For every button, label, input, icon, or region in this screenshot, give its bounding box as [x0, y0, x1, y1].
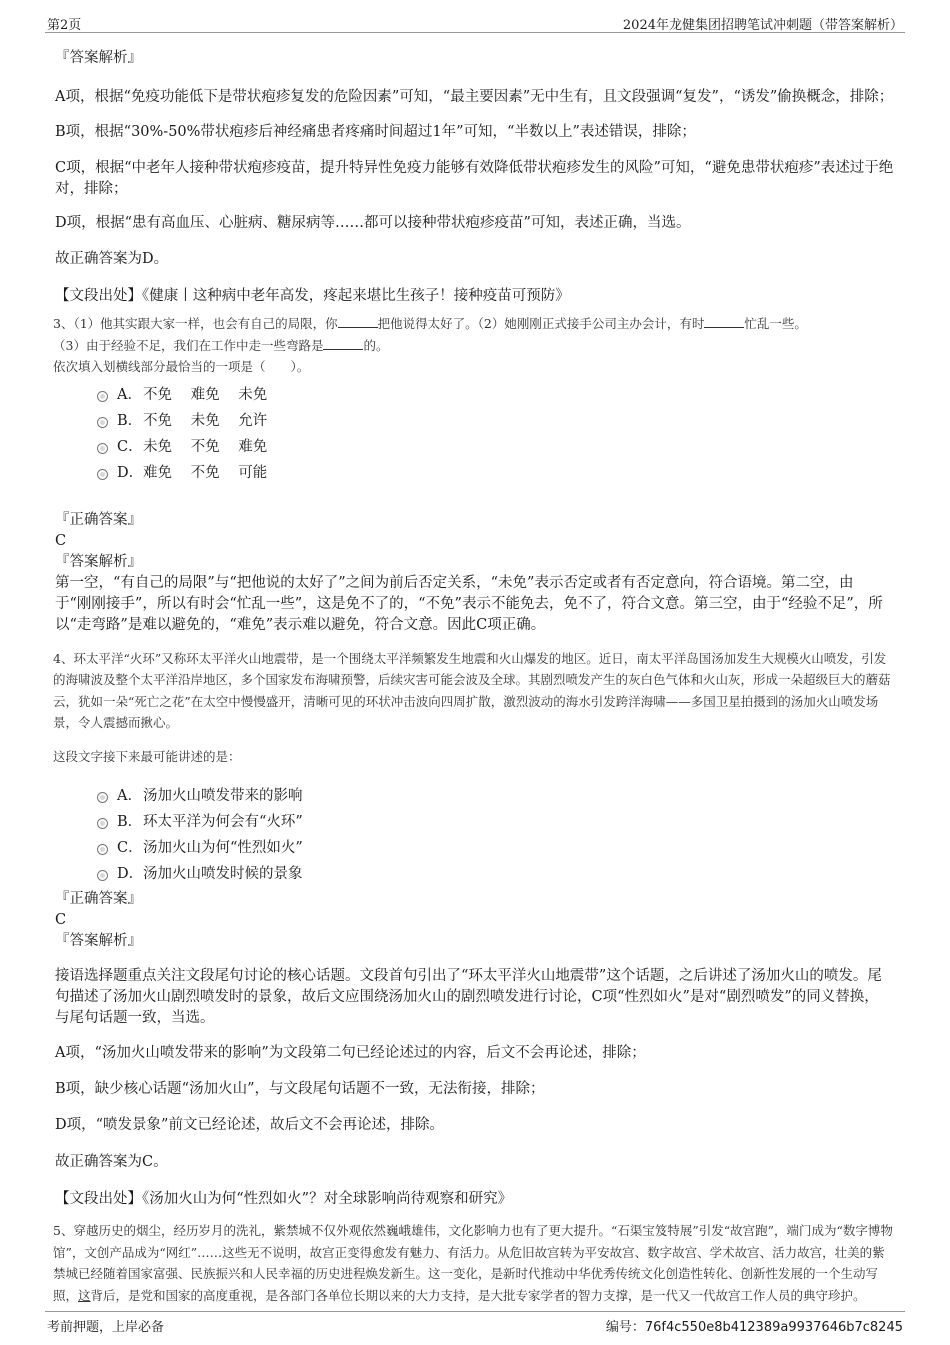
- radio-icon[interactable]: [97, 417, 108, 428]
- radio-icon[interactable]: [97, 844, 108, 855]
- radio-icon[interactable]: [97, 870, 108, 881]
- q3-stem-line1: 3、（1）他其实跟大家一样，也会有自己的局限，你 把他说得太好了。（2）她刚刚正式接手公司主办会计，有时 忙乱一些。: [53, 316, 807, 331]
- q2-analysis-b: B项，根据“30%-50%带状疱疹后神经痛患者疼痛时间超过1年”可知，“半数以上”表述错误，排除；: [55, 124, 696, 140]
- q3-option-c[interactable]: C．未免 不免 难免: [55, 434, 895, 460]
- q2-analysis-d: D项，根据“患有高血压、心脏病、糖尿病等……都可以接种带状疱疹疫苗”可知，表述正确，当选。: [55, 215, 691, 231]
- q3-option-a[interactable]: A．不免 难免 未免: [55, 382, 895, 408]
- q3-analysis-label: 『答案解析』: [55, 553, 142, 570]
- q5-underlined-word: 这: [78, 1287, 91, 1303]
- q2-analysis-label: 『答案解析』: [55, 50, 142, 66]
- q4-option-b[interactable]: B．环太平洋为何会有“火环”: [55, 809, 895, 835]
- q3-answer: C: [55, 532, 67, 549]
- q4-analysis-label: 『答案解析』: [55, 933, 142, 949]
- q3-option-b[interactable]: B．不免 未免 允许: [55, 408, 895, 434]
- q4-conclusion: 故正确答案为C。: [55, 1154, 168, 1170]
- q2-analysis-c: C项，根据“中老年人接种带状疱疹疫苗，提升特异性免疫力能够有效降低带状疱疹发生的风险”可知，“避免患带状疱疹”表述过于绝对，排除；: [55, 160, 894, 197]
- document-code: 编号：76f4c550e8b412389a9937646b7c8245: [605, 1320, 903, 1335]
- document-title: 2024年龙健集团招聘笔试冲刺题（带答案解析）: [622, 18, 903, 33]
- q4-answer: C: [55, 912, 67, 928]
- q3-option-d[interactable]: D．难免 不免 可能: [55, 460, 895, 486]
- radio-icon[interactable]: [97, 818, 108, 829]
- footer-slogan: 考前押题，上岸必备: [47, 1320, 165, 1335]
- q4-option-c[interactable]: C．汤加火山为何“性烈如火”: [55, 835, 895, 861]
- q3-stem-line2: （3）由于经验不足，我们在工作中走一些弯路是 的。: [53, 337, 389, 353]
- q4-option-d[interactable]: D．汤加火山喷发时候的景象: [55, 861, 895, 887]
- q2-source: 【文段出处】《健康丨这种病中老年高发，疼起来堪比生孩子！接种疫苗可预防》: [55, 288, 570, 304]
- q3-analysis: 第一空，“有自己的局限”与“把他说的太好了”之间为前后否定关系，“未免”表示否定或者有否定意向，符合语境。第二空，由于“刚刚接手”，所以有时会“忙乱一些”，这是免不了的，“不免”表示不能免去，免不了，符合文意。第三空，由于“经验不足”，所以“走弯路”是难以避免的，“难免”表示难以避免，符合文意。因此C项正确。: [55, 574, 883, 633]
- q3-question: 依次填入划横线部分最恰当的一项是（ ）。: [53, 359, 310, 374]
- q4-option-a[interactable]: A．汤加火山喷发带来的影响: [55, 783, 895, 809]
- fill-blank-2: [704, 315, 744, 328]
- q4-analysis-d: D项，“喷发景象”前文已经论述，故后文不会再论述，排除。: [55, 1117, 444, 1133]
- q4-stem: 4、环太平洋“火环”又称环太平洋火山地震带，是一个围绕太平洋频繁发生地震和火山爆发的地区。近日，南太平洋岛国汤加发生大规模火山喷发，引发的海啸波及整个太平洋沿岸地区，多个国家发布海啸预警，后续灾害可能会波及全球。其剧烈喷发产生的灰白色气体和火山灰，形成一朵超级巨大的蘑菇云，犹如一朵“死亡之花”在太空中慢慢盛开，清晰可见的环状冲击波向四周扩散，激烈波动的海水引发跨洋海啸——多国卫星拍摄到的汤加火山喷发场景，令人震撼而揪心。: [53, 650, 891, 730]
- fill-blank-3: [323, 337, 363, 350]
- q3-answer-label: 『正确答案』: [55, 511, 142, 528]
- q4-source: 【文段出处】《汤加火山为何“性烈如火”？对全球影响尚待观察和研究》: [55, 1191, 513, 1207]
- q4-analysis-b: B项，缺少核心话题“汤加火山”，与文段尾句话题不一致，无法衔接，排除；: [55, 1081, 545, 1097]
- page-header: [45, 10, 905, 33]
- fill-blank-1: [338, 315, 378, 328]
- q2-analysis-a: A项，根据“免疫功能低下是带状疱疹复发的危险因素”可知，“最主要因素”无中生有，且文段强调“复发”，“诱发”偷换概念，排除；: [55, 89, 894, 105]
- page-content: [55, 40, 895, 1306]
- q4-answer-label: 『正确答案』: [55, 891, 142, 907]
- radio-icon[interactable]: [97, 469, 108, 480]
- q4-question: 这段文字接下来最可能讲述的是：: [53, 748, 241, 764]
- q5-stem: 5、穿越历史的烟尘，经历岁月的洗礼，紫禁城不仅外观依然巍峨雄伟，文化影响力也有了更大提升。“石渠宝笈特展”引发“故宫跑”，端门成为“数字博物馆”，文创产品成为“网红”……这些无不说明，故宫正变得愈发有魅力、有活力。从危旧故宫转为平安故宫、数字故宫、学术故宫、活力故宫，壮美的紫禁城已经随着国家富强、民族振兴和人民幸福的历史进程焕发新生。这一变化，是新时代推动中华优秀传统文化创造性转化、创新性发展的一个生动写照，这背后，是党和国家的高度重视，是各部门各单位长期以来的大力支持，是大批专家学者的智力支撑，是一代又一代故宫工作人员的典守珍护。: [53, 1223, 893, 1303]
- q3-options: [55, 382, 895, 486]
- q4-analysis: 接语选择题重点关注文段尾句讨论的核心话题。文段首句引出了“环太平洋火山地震带”这个话题，之后讲述了汤加火山的喷发。尾句描述了汤加火山剧烈喷发时的景象，故后文应围绕汤加火山的剧烈喷发进行讨论，C项“性烈如火”是对“剧烈喷发”的同义替换，与尾句话题一致，当选。: [55, 968, 882, 1026]
- page-footer: [45, 1311, 905, 1336]
- q2-conclusion: 故正确答案为D。: [55, 251, 169, 267]
- radio-icon[interactable]: [97, 443, 108, 454]
- page-number: 第2页: [47, 18, 82, 33]
- q4-analysis-a: A项，“汤加火山喷发带来的影响”为文段第二句已经论述过的内容，后文不会再论述，排除；: [55, 1045, 646, 1061]
- q4-options: [55, 783, 895, 887]
- radio-icon[interactable]: [97, 391, 108, 402]
- radio-icon[interactable]: [97, 792, 108, 803]
